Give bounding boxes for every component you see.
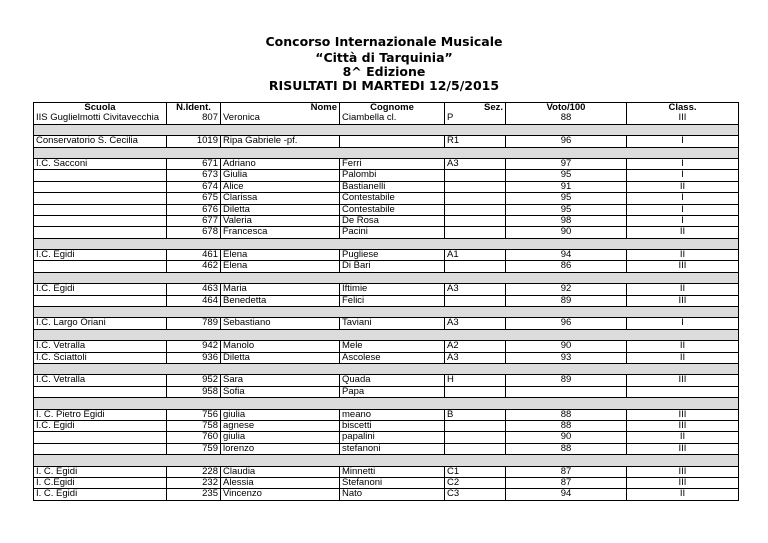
cell-sez [445, 193, 506, 204]
cell-nome: Vincenzo [221, 489, 340, 500]
cell-nome: Manolo [221, 341, 340, 352]
cell-id: 936 [167, 352, 221, 363]
cell-id: 671 [167, 158, 221, 169]
cell-nome: Alice [221, 181, 340, 192]
cell-scuola: I.C. Sacconi [34, 158, 167, 169]
cell-cognome: Palombi [340, 170, 445, 181]
results-table [33, 102, 739, 501]
cell-cognome: Iftimie [340, 284, 445, 295]
cell-nome: Clarissa [221, 193, 340, 204]
cell-class: I [627, 136, 739, 147]
header-id: N.Ident. [167, 103, 221, 114]
cell-nome: Claudia [221, 466, 340, 477]
cell-id: 232 [167, 477, 221, 488]
cell-nome: giulia [221, 432, 340, 443]
cell-cognome: Ferri [340, 158, 445, 169]
cell-sez [445, 215, 506, 226]
cell-cognome: Pacini [340, 227, 445, 238]
table-row [34, 158, 739, 169]
cell-cognome: Bastianelli [340, 181, 445, 192]
cell-class: III [627, 113, 739, 124]
header-scuola: Scuola [34, 103, 167, 114]
cell-nome: Elena [221, 261, 340, 272]
header-cognome: Cognome [340, 103, 445, 114]
cell-id: 462 [167, 261, 221, 272]
cell-nome: Diletta [221, 352, 340, 363]
cell-scuola [34, 227, 167, 238]
cell-id: 464 [167, 295, 221, 306]
separator-row [34, 455, 739, 466]
cell-scuola: I.C. Vetralla [34, 341, 167, 352]
cell-class: III [627, 409, 739, 420]
cell-class: III [627, 375, 739, 386]
table-row [34, 227, 739, 238]
table-row [34, 181, 739, 192]
cell-sez: B [445, 409, 506, 420]
cell-nome: Maria [221, 284, 340, 295]
cell-class: II [627, 284, 739, 295]
title-line-3: 8^ Edizione [342, 64, 426, 79]
cell-scuola [34, 386, 167, 397]
title-line-4: RISULTATI DI MARTEDI 12/5/2015 [268, 78, 500, 93]
cell-id: 463 [167, 284, 221, 295]
cell-scuola: I. C. Egidi [34, 466, 167, 477]
table-row [34, 136, 739, 147]
table-row [34, 352, 739, 363]
cell-class: III [627, 443, 739, 454]
cell-nome: giulia [221, 409, 340, 420]
table-row [34, 466, 739, 477]
cell-cognome: Contestabile [340, 193, 445, 204]
cell-scuola: I.C. Egidi [34, 284, 167, 295]
separator-cell [34, 124, 739, 135]
header-row [34, 103, 739, 114]
cell-scuola: I.C. Sciattoli [34, 352, 167, 363]
cell-scuola [34, 261, 167, 272]
table-row [34, 261, 739, 272]
cell-cognome: Felici [340, 295, 445, 306]
cell-sez [445, 227, 506, 238]
cell-id: 958 [167, 386, 221, 397]
cell-voto: 94 [506, 489, 627, 500]
table-row [34, 193, 739, 204]
cell-id: 675 [167, 193, 221, 204]
cell-voto: 88 [506, 409, 627, 420]
cell-scuola: I.C. Egidi [34, 420, 167, 431]
cell-id: 677 [167, 215, 221, 226]
cell-class: I [627, 170, 739, 181]
table-row [34, 170, 739, 181]
cell-voto: 90 [506, 227, 627, 238]
cell-cognome: Quada [340, 375, 445, 386]
cell-sez: P [445, 113, 506, 124]
cell-class: III [627, 295, 739, 306]
cell-voto: 95 [506, 204, 627, 215]
cell-class: II [627, 432, 739, 443]
cell-cognome: Di Bari [340, 261, 445, 272]
cell-voto: 88 [506, 443, 627, 454]
title-line-1: Concorso Internazionale Musicale [265, 34, 503, 49]
cell-nome: Diletta [221, 204, 340, 215]
cell-scuola: I. C. Egidi [34, 489, 167, 500]
cell-sez [445, 295, 506, 306]
cell-class: II [627, 250, 739, 261]
cell-cognome: biscetti [340, 420, 445, 431]
cell-voto: 96 [506, 318, 627, 329]
cell-scuola: I. C.Egidi [34, 477, 167, 488]
cell-sez: A3 [445, 158, 506, 169]
cell-scuola: IIS Guglielmotti Civitavecchia [34, 113, 167, 124]
cell-nome: Benedetta [221, 295, 340, 306]
cell-id: 756 [167, 409, 221, 420]
separator-row [34, 272, 739, 283]
cell-class: III [627, 420, 739, 431]
table-row [34, 295, 739, 306]
cell-scuola [34, 295, 167, 306]
cell-id: 758 [167, 420, 221, 431]
cell-nome: Elena [221, 250, 340, 261]
cell-id: 952 [167, 375, 221, 386]
cell-cognome [340, 136, 445, 147]
cell-sez [445, 432, 506, 443]
cell-id: 235 [167, 489, 221, 500]
cell-sez: R1 [445, 136, 506, 147]
cell-id: 1019 [167, 136, 221, 147]
cell-nome: Sara [221, 375, 340, 386]
cell-scuola: I.C. Egidi [34, 250, 167, 261]
table-row [34, 204, 739, 215]
cell-id: 673 [167, 170, 221, 181]
separator-row [34, 329, 739, 340]
cell-voto: 90 [506, 432, 627, 443]
separator-cell [34, 398, 739, 409]
cell-class: I [627, 204, 739, 215]
cell-id: 807 [167, 113, 221, 124]
cell-sez [445, 170, 506, 181]
cell-sez [445, 181, 506, 192]
cell-sez [445, 261, 506, 272]
separator-cell [34, 455, 739, 466]
cell-nome: Sofia [221, 386, 340, 397]
cell-voto: 94 [506, 250, 627, 261]
cell-cognome: Minnetti [340, 466, 445, 477]
cell-class: III [627, 466, 739, 477]
cell-id: 674 [167, 181, 221, 192]
cell-cognome: Taviani [340, 318, 445, 329]
table-row [34, 489, 739, 500]
cell-class: II [627, 489, 739, 500]
cell-id: 461 [167, 250, 221, 261]
cell-sez [445, 204, 506, 215]
table-row [34, 341, 739, 352]
table-row [34, 409, 739, 420]
cell-cognome: Nato [340, 489, 445, 500]
cell-nome: Giulia [221, 170, 340, 181]
cell-cognome: Ciambella cl. [340, 113, 445, 124]
cell-nome: Veronica [221, 113, 340, 124]
cell-voto: 89 [506, 375, 627, 386]
cell-sez [445, 420, 506, 431]
cell-voto: 87 [506, 477, 627, 488]
cell-scuola [34, 432, 167, 443]
cell-id: 676 [167, 204, 221, 215]
separator-row [34, 147, 739, 158]
cell-scuola [34, 443, 167, 454]
cell-voto: 88 [506, 113, 627, 124]
cell-class: III [627, 477, 739, 488]
cell-voto: 98 [506, 215, 627, 226]
cell-class: I [627, 158, 739, 169]
separator-row [34, 307, 739, 318]
cell-voto: 89 [506, 295, 627, 306]
table-row [34, 250, 739, 261]
header-class: Class. [627, 103, 739, 114]
cell-nome: Adriano [221, 158, 340, 169]
cell-scuola: I. C. Pietro Egidi [34, 409, 167, 420]
table-row [34, 420, 739, 431]
cell-cognome: Papa [340, 386, 445, 397]
cell-class: II [627, 341, 739, 352]
cell-voto: 86 [506, 261, 627, 272]
separator-cell [34, 147, 739, 158]
separator-row [34, 363, 739, 374]
cell-scuola [34, 181, 167, 192]
cell-sez: A3 [445, 318, 506, 329]
separator-cell [34, 329, 739, 340]
cell-class: III [627, 261, 739, 272]
cell-id: 228 [167, 466, 221, 477]
separator-row [34, 124, 739, 135]
cell-voto: 93 [506, 352, 627, 363]
table-row [34, 215, 739, 226]
table-row [34, 284, 739, 295]
cell-scuola: Conservatorio S. Cecilia [34, 136, 167, 147]
separator-cell [34, 238, 739, 249]
header-nome: Nome [221, 103, 340, 114]
cell-voto: 88 [506, 420, 627, 431]
cell-class: II [627, 352, 739, 363]
cell-sez: C1 [445, 466, 506, 477]
cell-id: 942 [167, 341, 221, 352]
cell-sez: A2 [445, 341, 506, 352]
cell-scuola [34, 215, 167, 226]
cell-scuola [34, 204, 167, 215]
cell-class: II [627, 227, 739, 238]
cell-nome: Sebastiano [221, 318, 340, 329]
cell-scuola [34, 193, 167, 204]
table-row [34, 443, 739, 454]
cell-id: 759 [167, 443, 221, 454]
title-line-2: “Città di Tarquinia” [315, 50, 453, 65]
cell-voto: 87 [506, 466, 627, 477]
separator-row [34, 398, 739, 409]
cell-id: 789 [167, 318, 221, 329]
table-row [34, 318, 739, 329]
cell-voto [506, 386, 627, 397]
cell-cognome: Pugliese [340, 250, 445, 261]
separator-row [34, 238, 739, 249]
cell-sez: H [445, 375, 506, 386]
cell-class: II [627, 181, 739, 192]
cell-class: I [627, 193, 739, 204]
cell-scuola [34, 170, 167, 181]
table-row [34, 477, 739, 488]
cell-voto: 96 [506, 136, 627, 147]
cell-class: I [627, 215, 739, 226]
cell-nome: Alessia [221, 477, 340, 488]
cell-cognome: meano [340, 409, 445, 420]
separator-cell [34, 307, 739, 318]
table-row [34, 375, 739, 386]
cell-voto: 97 [506, 158, 627, 169]
separator-cell [34, 272, 739, 283]
cell-sez [445, 443, 506, 454]
header-sez: Sez. [445, 103, 506, 114]
cell-class: I [627, 318, 739, 329]
cell-id: 760 [167, 432, 221, 443]
cell-nome: agnese [221, 420, 340, 431]
cell-sez: A3 [445, 352, 506, 363]
cell-voto: 92 [506, 284, 627, 295]
table-row [34, 432, 739, 443]
cell-voto: 95 [506, 170, 627, 181]
cell-sez: C3 [445, 489, 506, 500]
cell-class [627, 386, 739, 397]
cell-sez: C2 [445, 477, 506, 488]
cell-voto: 95 [506, 193, 627, 204]
cell-voto: 90 [506, 341, 627, 352]
cell-cognome: De Rosa [340, 215, 445, 226]
cell-cognome: Stefanoni [340, 477, 445, 488]
cell-scuola: I.C. Largo Oriani [34, 318, 167, 329]
cell-cognome: Mele [340, 341, 445, 352]
cell-sez: A1 [445, 250, 506, 261]
cell-cognome: papalini [340, 432, 445, 443]
cell-nome: Valeria [221, 215, 340, 226]
cell-id: 678 [167, 227, 221, 238]
cell-cognome: Contestabile [340, 204, 445, 215]
header-voto: Voto/100 [506, 103, 627, 114]
cell-sez [445, 386, 506, 397]
cell-nome: Francesca [221, 227, 340, 238]
cell-nome: Ripa Gabriele -pf. [221, 136, 340, 147]
table-row [34, 113, 739, 124]
cell-sez: A3 [445, 284, 506, 295]
cell-cognome: stefanoni [340, 443, 445, 454]
cell-scuola: I.C. Vetralla [34, 375, 167, 386]
separator-cell [34, 363, 739, 374]
table-row [34, 386, 739, 397]
cell-cognome: Ascolese [340, 352, 445, 363]
cell-nome: lorenzo [221, 443, 340, 454]
cell-voto: 91 [506, 181, 627, 192]
